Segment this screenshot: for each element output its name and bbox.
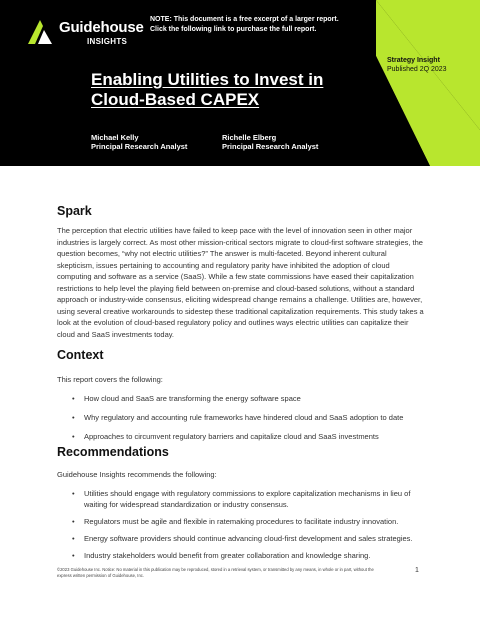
publication-info xyxy=(387,56,447,74)
list-item-text: Industry stakeholders would benefit from greater collaboration and knowledge sharing. xyxy=(84,551,371,560)
context-heading: Context xyxy=(57,348,104,362)
author-2-role: Principal Research Analyst xyxy=(222,142,319,151)
author-1-name: Michael Kelly xyxy=(91,133,139,142)
bullet-icon: • xyxy=(72,432,75,441)
bullet-icon: • xyxy=(72,394,75,403)
list-item-text: Regulators must be agile and flexible in ratemaking procedures to facilitate industry innovation. xyxy=(84,517,399,526)
list-item xyxy=(57,412,425,431)
list-item xyxy=(57,488,425,510)
legal-notice: ©2023 Guidehouse Inc. Notice: No material in this publication may be reproduced, stored in a retrieval system, or transmitted by any means, in whole or in part, without the express written permission of Guidehouse, Inc. xyxy=(57,567,374,578)
list-item xyxy=(57,393,425,412)
author-1 xyxy=(91,133,187,151)
guidehouse-logo-icon xyxy=(26,18,54,48)
spark-heading: Spark xyxy=(57,204,92,218)
list-item-text: Why regulatory and accounting rule frameworks have hindered cloud and SaaS adoption to date xyxy=(84,413,404,422)
bullet-icon: • xyxy=(72,489,75,498)
bullet-icon: • xyxy=(72,534,75,543)
insight-type: Strategy Insight xyxy=(387,57,440,64)
bullet-icon: • xyxy=(72,551,75,560)
list-item-text: How cloud and SaaS are transforming the energy software space xyxy=(84,394,301,403)
context-list xyxy=(57,393,425,450)
title-line-2: Cloud-Based CAPEX xyxy=(91,90,260,109)
recommendations-heading: Recommendations xyxy=(57,445,169,459)
list-item-text: Utilities should engage with regulatory commissions to explore capitalization mechanisms in lieu of waiting for widespread standardization or industry consensus. xyxy=(84,489,411,509)
excerpt-note xyxy=(150,15,339,34)
list-item-text: Approaches to circumvent regulatory barriers and capitalize cloud and SaaS investments xyxy=(84,432,379,441)
report-title[interactable] xyxy=(91,70,323,110)
report-header xyxy=(0,0,480,166)
author-1-role: Principal Research Analyst xyxy=(91,142,188,151)
spark-body: The perception that electric utilities have failed to keep pace with the level of innovation seen in other major industries is largely correct. As most other mission-critical sectors migrate to cloud-first software strategies, the question becomes, “why not electric utilities?” The answer is multi-faceted. Beyond inherent cultural skepticism, issues pertaining to accounting and regulatory parity have inhibited the adoption of cloud computing and software as a service (SaaS). While a few state commissions have eased their capitalization restrictions to help level the playing field between on-premise and cloud-based solutions, without a standard approach or industry-wide consensus, eliciting widespread change remains a challenge. Utilities are, however, using several creative workarounds to sidestep these traditional capitalization requirements. This study takes a look at the evolution of cloud-based regulatory policy and outlines ways electric utilities can capitalize their cloud and SaaS investments today. xyxy=(57,226,424,339)
brand-subtitle: INSIGHTS xyxy=(87,37,128,46)
page-number: 1 xyxy=(415,567,419,574)
context-intro: This report covers the following: xyxy=(57,375,163,384)
title-line-1: Enabling Utilities to Invest in xyxy=(91,70,324,89)
list-item xyxy=(57,550,425,561)
brand-name: Guidehouse xyxy=(59,19,144,36)
author-2-name: Richelle Elberg xyxy=(222,133,277,142)
guidehouse-logo xyxy=(26,18,156,54)
list-item-text: Energy software providers should continue advancing cloud-first development and sales strategies. xyxy=(84,534,413,543)
note-line-2[interactable]: Click the following link to purchase the full report. xyxy=(150,25,317,33)
bullet-icon: • xyxy=(72,517,75,526)
recommendations-list xyxy=(57,488,425,567)
publish-date: Published 2Q 2023 xyxy=(387,66,447,73)
author-2 xyxy=(222,133,318,151)
note-line-1: NOTE: This document is a free excerpt of a larger report. xyxy=(150,16,339,23)
list-item xyxy=(57,516,425,527)
recommendations-intro: Guidehouse Insights recommends the following: xyxy=(57,470,217,479)
bullet-icon: • xyxy=(72,413,75,422)
list-item xyxy=(57,533,425,544)
